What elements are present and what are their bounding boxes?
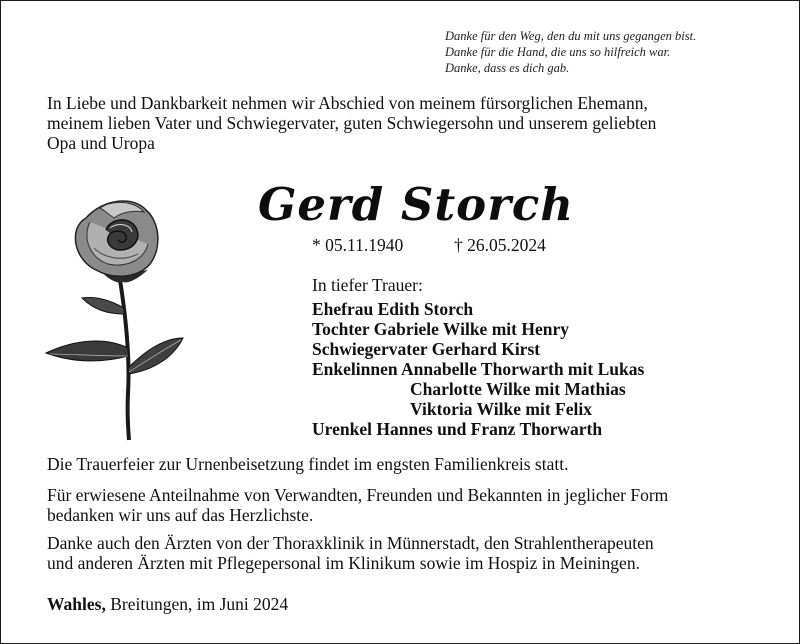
signature-rest: Breitungen, im Juni 2024	[105, 594, 289, 614]
doctors-thanks-line: und anderen Ärzten mit Pflegepersonal im Klinikum sowie im Hospiz in Meiningen.	[47, 553, 640, 573]
motto-line: Danke für den Weg, den du mit uns gegangen bist.	[445, 29, 697, 43]
doctors-thanks-line: Danke auch den Ärzten von der Thoraxklinik in Münnerstadt, den Strahlentherapeuten	[47, 533, 654, 553]
funeral-note	[47, 454, 767, 474]
mourning-label: In tiefer Trauer:	[312, 275, 423, 295]
intro-line: meinem lieben Vater und Schwiegervater, guten Schwiegersohn und unserem geliebten	[47, 113, 657, 133]
intro-line: In Liebe und Dankbarkeit nehmen wir Abschied von meinem fürsorglichen Ehemann,	[47, 93, 648, 113]
funeral-note-line: Die Trauerfeier zur Urnenbeisetzung findet im engsten Familienkreis statt.	[47, 454, 569, 474]
family-list	[312, 299, 644, 439]
motto-line: Danke für die Hand, die uns so hilfreich war.	[445, 45, 671, 59]
motto-line: Danke, dass es dich gab.	[445, 61, 570, 75]
life-dates	[312, 235, 546, 256]
family-member: Urenkel Hannes und Franz Thorwarth	[312, 419, 603, 439]
family-member: Viktoria Wilke mit Felix	[410, 399, 592, 419]
family-member: Charlotte Wilke mit Mathias	[410, 379, 626, 399]
family-member: Tochter Gabriele Wilke mit Henry	[312, 319, 569, 339]
death-date: † 26.05.2024	[454, 235, 546, 255]
rose-icon	[38, 188, 188, 443]
family-member: Enkelinnen Annabelle Thorwarth mit Lukas	[312, 359, 645, 379]
doctors-thanks-paragraph	[47, 533, 767, 573]
signature-place: Wahles,	[47, 594, 106, 614]
deceased-name: Gerd Storch	[258, 178, 575, 231]
birth-date: * 05.11.1940	[312, 235, 404, 255]
family-member: Schwiegervater Gerhard Kirst	[312, 339, 541, 359]
signature-line	[47, 594, 288, 615]
intro-line: Opa und Uropa	[47, 133, 155, 153]
thanks-line: bedanken wir uns auf das Herzlichste.	[47, 505, 314, 525]
thanks-line: Für erwiesene Anteilnahme von Verwandten, Freunden und Bekannten in jeglicher Form	[47, 485, 669, 505]
family-member: Ehefrau Edith Storch	[312, 299, 474, 319]
motto-verse	[445, 28, 696, 76]
thanks-paragraph	[47, 485, 767, 525]
intro-text	[47, 93, 767, 153]
